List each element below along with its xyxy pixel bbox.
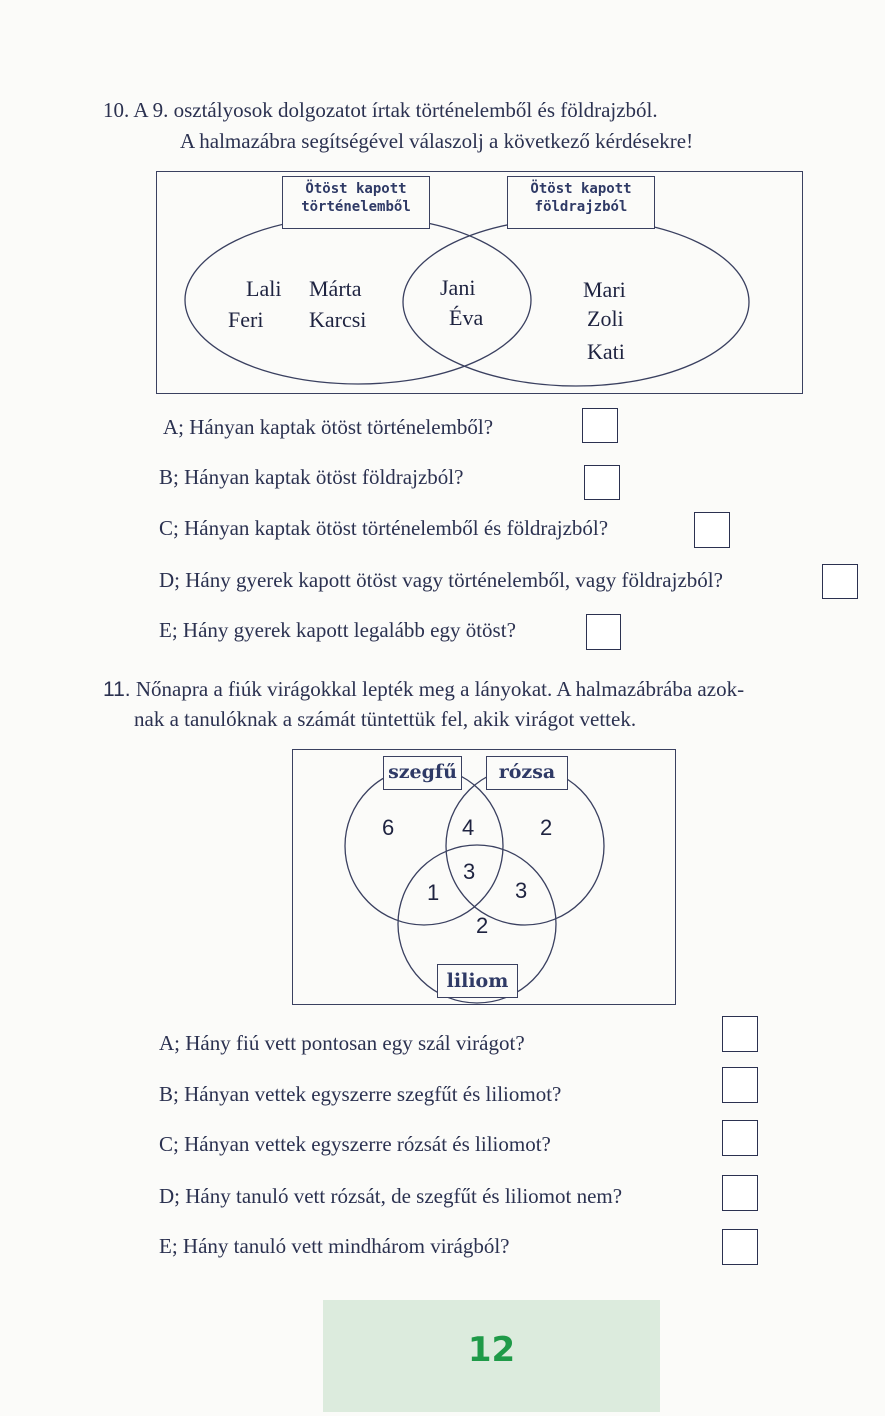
problem-11-question-a: A; Hány fiú vett pontosan egy szál virágot?	[159, 1031, 525, 1055]
problem-11-line1: 11. Nőnapra a fiúk virágokkal lepték meg a lányokat. A halmazábrába azok-	[103, 677, 745, 701]
problem-10-question-a: A; Hányan kaptak ötöst történelemből?	[163, 415, 494, 439]
answer-box-11e[interactable]	[722, 1229, 758, 1265]
venn-11-liliom-label: liliom	[437, 964, 518, 998]
venn-10-name: Éva	[449, 305, 484, 330]
page-number: 12	[467, 1330, 516, 1370]
answer-box-11c[interactable]	[722, 1120, 758, 1156]
problem-10-number: 10.	[103, 98, 130, 122]
venn-11-value-all-three: 3	[463, 859, 476, 884]
venn-11-value-szegfu-only: 6	[382, 815, 395, 840]
answer-box-11d[interactable]	[722, 1175, 758, 1211]
venn-11-rozsa-label: rózsa	[486, 756, 568, 790]
answer-box-11b[interactable]	[722, 1067, 758, 1103]
venn-11-szegfu-set	[345, 767, 503, 925]
problem-11-number: 11.	[103, 678, 131, 701]
venn-11-value-szegfu-rozsa: 4	[462, 815, 475, 840]
page-footer	[323, 1300, 660, 1412]
venn-10-history-label: Ötöst kapott történelemből	[282, 176, 430, 229]
problem-10-question-e: E; Hány gyerek kapott legalább egy ötöst?	[159, 618, 516, 642]
venn-10-name: Márta	[309, 276, 362, 301]
problem-10-question-b: B; Hányan kaptak ötöst földrajzból?	[159, 465, 464, 489]
venn-10-geography-label: Ötöst kapott földrajzból	[507, 176, 655, 229]
problem-10-line1: 10. A 9. osztályosok dolgozatot írtak történelemből és földrajzból.	[103, 98, 658, 122]
problem-11-line2: nak a tanulóknak a számát tüntettük fel, akik virágot vettek.	[134, 707, 637, 731]
venn-11-value-szegfu-liliom: 1	[427, 880, 440, 905]
problem-10-question-d: D; Hány gyerek kapott ötöst vagy történelemből, vagy földrajzból?	[159, 568, 723, 592]
venn-11-szegfu-label: szegfű	[383, 756, 462, 790]
venn-10-name: Mari	[583, 277, 626, 302]
venn-11-value-liliom-only: 2	[476, 913, 489, 938]
venn-10-name: Feri	[228, 307, 264, 332]
problem-11-question-e: E; Hány tanuló vett mindhárom virágból?	[159, 1234, 510, 1258]
venn-10-name: Karcsi	[309, 307, 367, 332]
venn-10-name: Jani	[440, 275, 476, 300]
problem-11-question-d: D; Hány tanuló vett rózsát, de szegfűt és liliomot nem?	[159, 1184, 623, 1208]
venn-11-value-rozsa-liliom: 3	[515, 878, 528, 903]
problem-10-line2: A halmazábra segítségével válaszolj a következő kérdésekre!	[180, 129, 694, 153]
problem-11-question-b: B; Hányan vettek egyszerre szegfűt és liliomot?	[159, 1082, 562, 1106]
venn-11-value-rozsa-only: 2	[540, 815, 553, 840]
venn-10-name: Kati	[587, 339, 625, 364]
problem-10-question-c: C; Hányan kaptak ötöst történelemből és földrajzból?	[159, 516, 609, 540]
venn-10-name: Lali	[246, 276, 282, 301]
problem-11-question-c: C; Hányan vettek egyszerre rózsát és liliomot?	[159, 1132, 551, 1156]
venn-10-name: Zoli	[587, 306, 624, 331]
answer-box-11a[interactable]	[722, 1016, 758, 1052]
